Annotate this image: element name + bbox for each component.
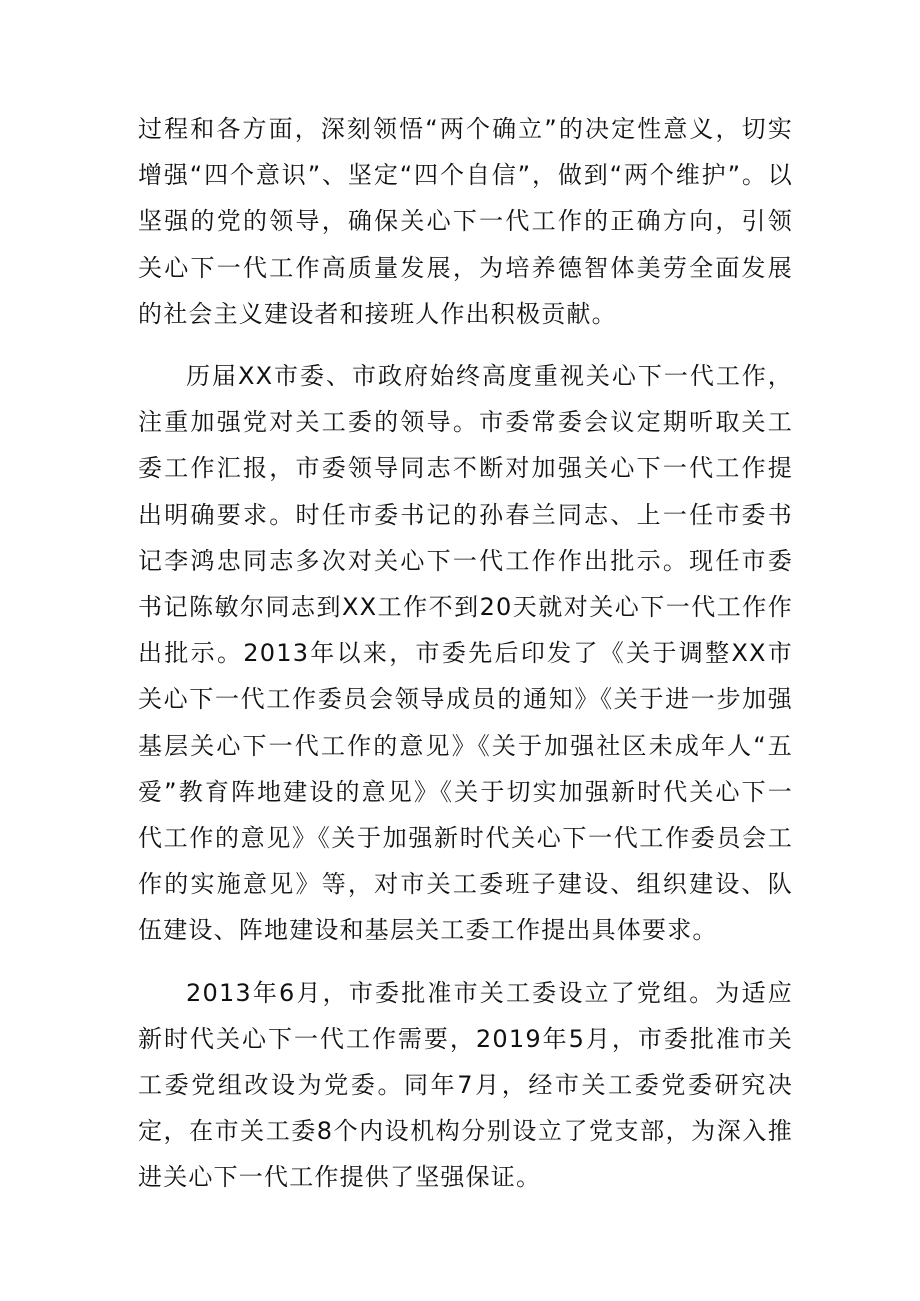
document-body <box>138 106 793 1217</box>
paragraph-party-committee: 2013年6月，市委批准市关工委设立了党组。为适应新时代关心下一代工作需要，2019年5月，市委批准市关工委党组改设为党委。同年7月，经市关工委党委研究决定，在市关工委8个内设机构分别设立了党支部，为深入推进关心下一代工作提供了坚强保证。 <box>138 978 793 1192</box>
paragraph-party-leadership: 历届XX市委、市政府始终高度重视关心下一代工作，注重加强党对关工委的领导。市委常委会议定期听取关工委工作汇报，市委领导同志不断对加强关心下一代工作提出明确要求。时任市委书记的孙春兰同志、上一任市委书记李鸿忠同志多次对关心下一代工作作出批示。现任市委书记陈敏尔同志到XX工作不到20天就对关心下一代工作作出批示。2013年以来，市委先后印发了《关于调整XX市关心下一代工作委员会领导成员的通知》《关于进一步加强基层关心下一代工作的意见》《关于加强社区未成年人“五爱”教育阵地建设的意见》《关于切实加强新时代关心下一代工作的意见》《关于加强新时代关心下一代工作委员会工作的实施意见》等，对市关工委班子建设、组织建设、队伍建设、阵地建设和基层关工委工作提出具体要求。 <box>138 362 793 945</box>
paragraph-continuation: 过程和各方面，深刻领悟“两个确立”的决定性意义，切实增强“四个意识”、坚定“四个自信”，做到“两个维护”。以坚强的党的领导，确保关心下一代工作的正确方向，引领关心下一代工作高质量发展，为培养德智体美劳全面发展的社会主义建设者和接班人作出积极贡献。 <box>138 115 793 328</box>
